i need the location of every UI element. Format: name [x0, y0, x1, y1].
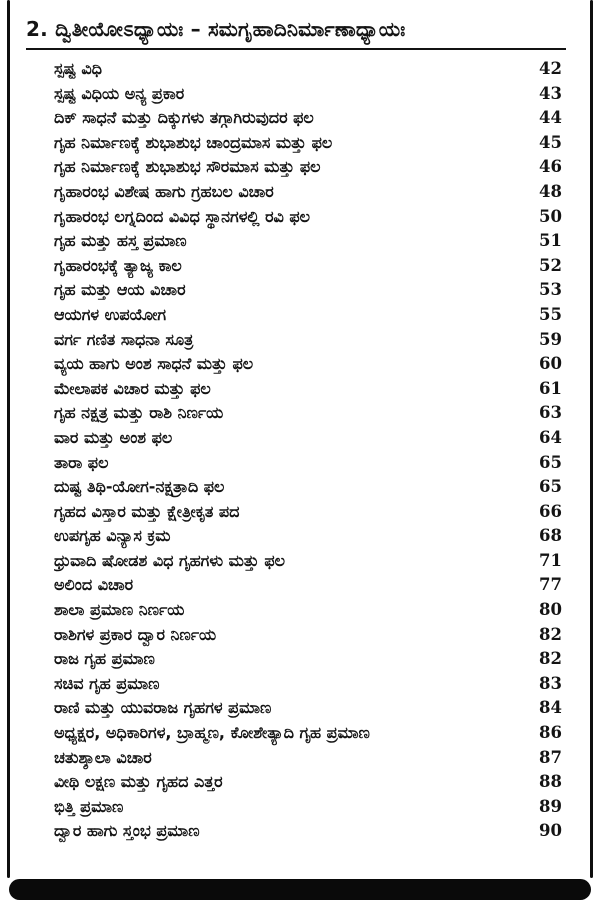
toc-entry	[54, 451, 562, 476]
toc-entry-title: ರಾಶಿಗಳ ಪ್ರಕಾರ ದ್ವಾರ ನಿರ್ಣಯ	[54, 624, 217, 644]
toc-entry-page-number: 64	[539, 427, 562, 447]
toc-entry-page-number: 61	[539, 378, 562, 398]
toc-entry-title: ವರ್ಗ ಗಣಿತ ಸಾಧನಾ ಸೂತ್ರ	[54, 329, 194, 349]
toc-entry	[54, 57, 562, 82]
toc-entry	[54, 278, 562, 303]
toc-entry-title: ದಿಕ್ ಸಾಧನೆ ಮತ್ತು ದಿಕ್ಕುಗಳು ತಗ್ಗಾಗಿರುವುದರ ಫಲ	[54, 108, 314, 128]
toc-entry-page-number: 63	[539, 403, 562, 423]
toc-entry-title: ರಾಜ ಗೃಹ ಪ್ರಮಾಣ	[54, 649, 155, 669]
toc-entry	[54, 401, 562, 426]
toc-entry-title: ಧ್ರುವಾದಿ ಷೋಡಶ ವಿಧ ಗೃಹಗಳು ಮತ್ತು ಫಲ	[54, 550, 286, 570]
toc-entry-page-number: 55	[539, 304, 562, 324]
toc-entry-title: ಮೇಲಾಪಕ ವಿಚಾರ ಮತ್ತು ಫಲ	[54, 378, 211, 398]
toc-entry	[54, 131, 562, 156]
page-border-left	[7, 0, 10, 878]
toc-entry-page-number: 51	[539, 231, 562, 251]
toc-entry-title: ಆಯಗಳ ಉಪಯೋಗ	[54, 304, 167, 324]
toc-entry-title: ಅಲಿಂದ ವಿಚಾರ	[54, 575, 134, 595]
toc-entry-title: ಚತುಶ್ಶಾಲಾ ವಿಚಾರ	[54, 747, 152, 767]
toc-entry-page-number: 53	[539, 280, 562, 300]
toc-entry-page-number: 82	[539, 649, 562, 669]
toc-entry-title: ಸಚಿವ ಗೃಹ ಪ್ರಮಾಣ	[54, 673, 160, 693]
toc-entry-title: ಸ್ಪಷ್ಟ ವಿಧಿಯ ಅನ್ಯ ಪ್ರಕಾರ	[54, 83, 185, 103]
toc-entry-title: ರಾಣಿ ಮತ್ತು ಯುವರಾಜ ಗೃಹಗಳ ಪ್ರಮಾಣ	[54, 698, 272, 718]
toc-entry-page-number: 84	[539, 698, 562, 718]
toc-entry-title: ಗೃಹಾರಂಭ ವಿಶೇಷ ಹಾಗು ಗ್ರಹಬಲ ವಿಚಾರ	[54, 181, 274, 201]
toc-entry-title: ಗೃಹಾರಂಭಕ್ಕೆ ತ್ಯಾಜ್ಯ ಕಾಲ	[54, 255, 182, 275]
toc-entry	[54, 549, 562, 574]
toc-entry	[54, 475, 562, 500]
chapter-heading: 2. ದ್ವಿತೀಯೋಽಧ್ಯಾಯಃ – ಸಮಗೃಹಾದಿನಿರ್ಮಾಣಾಧ್ಯಾಯಃ	[26, 16, 566, 50]
toc-entry-page-number: 65	[539, 477, 562, 497]
toc-entry-page-number: 86	[539, 723, 562, 743]
toc-entry	[54, 82, 562, 107]
toc-entry-page-number: 48	[539, 181, 562, 201]
toc-entry-page-number: 90	[539, 821, 562, 841]
toc-entry-title: ವಾರ ಮತ್ತು ಅಂಶ ಫಲ	[54, 427, 173, 447]
toc-entry	[54, 426, 562, 451]
toc-entry-title: ಉಪಗೃಹ ವಿನ್ಯಾಸ ಕ್ರಮ	[54, 526, 171, 546]
toc-entry-page-number: 66	[539, 501, 562, 521]
toc-entry-page-number: 87	[539, 747, 562, 767]
toc-entry-page-number: 42	[539, 59, 562, 78]
toc-entry	[54, 155, 562, 180]
toc-entry-page-number: 59	[539, 329, 562, 349]
toc-entry-title: ವೀಥಿ ಲಕ್ಷಣ ಮತ್ತು ಗೃಹದ ಎತ್ತರ	[54, 772, 223, 792]
toc-entry-title: ಗೃಹ ಮತ್ತು ಹಸ್ತ ಪ್ರಮಾಣ	[54, 231, 187, 251]
toc-entry-page-number: 83	[539, 673, 562, 693]
toc-entry-title: ದುಷ್ಟ ತಿಥಿ-ಯೋಗ-ನಕ್ಷತ್ರಾದಿ ಫಲ	[54, 477, 225, 497]
toc-entry	[54, 573, 562, 598]
toc-entry	[54, 106, 562, 131]
toc-entry-page-number: 46	[539, 157, 562, 177]
toc-entry	[54, 770, 562, 795]
toc-entry-title: ಅಧ್ಯಕ್ಷರ, ಅಧಿಕಾರಿಗಳ, ಬ್ರಾಹ್ಮಣ, ಕೋಶೇತ್ಯಾದಿ ಗೃಹ ಪ್ರಮಾಣ	[54, 723, 370, 743]
toc-entry-page-number: 65	[539, 452, 562, 472]
toc-entry	[54, 303, 562, 328]
toc-entry	[54, 377, 562, 402]
toc-entry-title: ಗೃಹ ನಕ್ಷತ್ರ ಮತ್ತು ರಾಶಿ ನಿರ್ಣಯ	[54, 403, 224, 423]
toc-entry-title: ತಾರಾ ಫಲ	[54, 452, 109, 472]
toc-entry	[54, 795, 562, 820]
toc-entry-title: ಗೃಹಾರಂಭ ಲಗ್ನದಿಂದ ವಿವಿಧ ಸ್ಥಾನಗಳಲ್ಲಿ ರವಿ ಫಲ	[54, 206, 311, 226]
toc-entry-title: ಶಾಲಾ ಪ್ರಮಾಣ ನಿರ್ಣಯ	[54, 600, 185, 620]
toc-entry	[54, 696, 562, 721]
toc-entry	[54, 229, 562, 254]
toc-entry	[54, 598, 562, 623]
toc-entry-page-number: 50	[539, 206, 562, 226]
toc-entry-page-number: 52	[539, 255, 562, 275]
toc-entry	[54, 746, 562, 771]
toc-entry-title: ದ್ವಾರ ಹಾಗು ಸ್ತಂಭ ಪ್ರಮಾಣ	[54, 821, 200, 841]
toc-entry-page-number: 45	[539, 132, 562, 152]
page-border-right	[590, 0, 593, 878]
toc-entry-page-number: 88	[539, 772, 562, 792]
toc-entry	[54, 205, 562, 230]
toc-entry-page-number: 44	[539, 108, 562, 128]
toc-entry	[54, 328, 562, 353]
toc-entry-title: ಭಿತ್ತಿ ಪ್ರಮಾಣ	[54, 796, 124, 816]
toc-entry	[54, 254, 562, 279]
toc-entry-page-number: 71	[539, 550, 562, 570]
toc-entry	[54, 524, 562, 549]
toc-entry	[54, 352, 562, 377]
page-border-bottom-bar	[9, 879, 591, 900]
toc-list	[54, 57, 562, 844]
toc-entry-title: ಗೃಹ ಮತ್ತು ಆಯ ವಿಚಾರ	[54, 280, 186, 300]
toc-entry	[54, 721, 562, 746]
toc-entry-title: ವ್ಯಯ ಹಾಗು ಅಂಶ ಸಾಧನೆ ಮತ್ತು ಫಲ	[54, 354, 254, 374]
toc-entry-title: ಗೃಹದ ವಿಸ್ತಾರ ಮತ್ತು ಕ್ಷೇತ್ರೀಕೃತ ಪದ	[54, 501, 240, 521]
toc-entry	[54, 647, 562, 672]
toc-entry	[54, 623, 562, 648]
toc-entry-title: ಗೃಹ ನಿರ್ಮಾಣಕ್ಕೆ ಶುಭಾಶುಭ ಚಾಂದ್ರಮಾಸ ಮತ್ತು ಫಲ	[54, 132, 333, 152]
toc-entry-page-number: 80	[539, 600, 562, 620]
toc-entry	[54, 819, 562, 844]
toc-entry-title: ಗೃಹ ನಿರ್ಮಾಣಕ್ಕೆ ಶುಭಾಶುಭ ಸೌರಮಾಸ ಮತ್ತು ಫಲ	[54, 157, 321, 177]
toc-entry-page-number: 43	[539, 83, 562, 103]
toc-entry	[54, 672, 562, 697]
toc-entry	[54, 500, 562, 525]
toc-entry-title: ಸ್ಪಷ್ಟ ವಿಧಿ	[54, 59, 102, 78]
toc-entry	[54, 180, 562, 205]
toc-entry-page-number: 60	[539, 354, 562, 374]
toc-entry-page-number: 68	[539, 526, 562, 546]
toc-entry-page-number: 82	[539, 624, 562, 644]
toc-entry-page-number: 77	[539, 575, 562, 595]
toc-entry-page-number: 89	[539, 796, 562, 816]
